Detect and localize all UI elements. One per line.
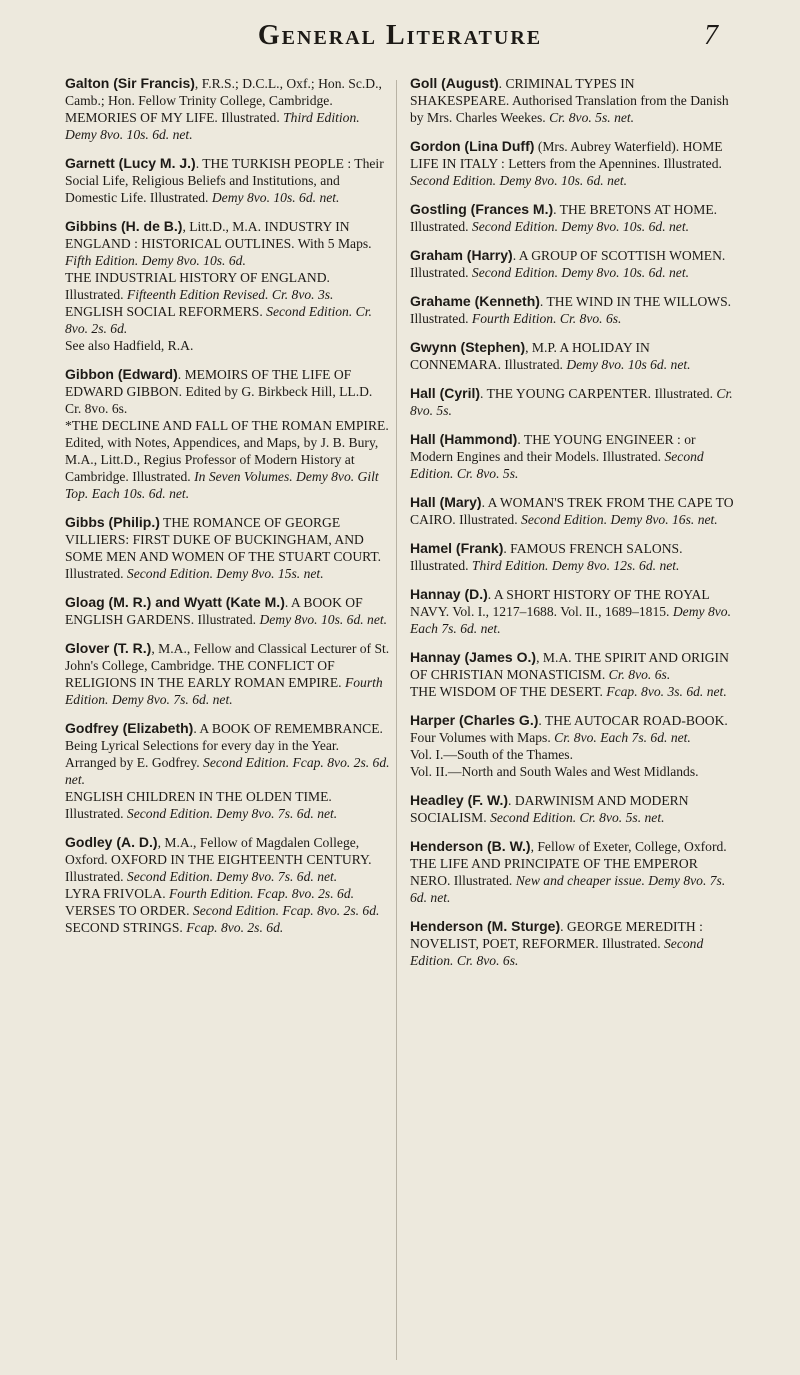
title-text: , M.P. A HOLIDAY IN CONNEMARA. Illustrated.	[410, 340, 650, 372]
title-text: . THE AUTOCAR ROAD-BOOK. Four Volumes with Maps.	[410, 713, 728, 745]
entry-sub-item	[65, 919, 390, 936]
title-text: . MEMOIRS OF THE LIFE OF EDWARD GIBBON. Edited by G. Birkbeck Hill, LL.D. Cr. 8vo. 6s.	[65, 367, 373, 416]
entry-text	[410, 540, 735, 574]
sub-edition-info: Second Edition. Fcap. 8vo. 2s. 6d.	[192, 903, 380, 918]
entry-text	[65, 640, 390, 708]
entry-text	[65, 720, 390, 788]
author-name: Henderson (B. W.)	[410, 838, 531, 854]
entry-text	[410, 586, 735, 637]
edition-info: Second Edition. Demy 8vo. 10s. 6d. net.	[471, 219, 689, 234]
edition-info: Second Edition. Demy 8vo. 10s. 6d. net.	[410, 173, 628, 188]
sub-title-text: THE INDUSTRIAL HISTORY OF ENGLAND. Illustrated.	[65, 270, 330, 302]
author-name: Headley (F. W.)	[410, 792, 509, 808]
bibliography-entry	[410, 838, 735, 906]
sub-title-text: LYRA FRIVOLA.	[65, 886, 169, 901]
sub-title-text: VERSES TO ORDER.	[65, 903, 193, 918]
title-text: . THE YOUNG ENGINEER : or Modern Engines and their Models. Illustrated.	[410, 432, 696, 464]
title-text: . A GROUP OF SCOTTISH WOMEN. Illustrated.	[410, 248, 726, 280]
edition-info: Cr. 8vo. 5s. net.	[549, 110, 635, 125]
sub-edition-info: In Seven Volumes. Demy 8vo. Gilt Top. Each 10s. 6d. net.	[65, 469, 379, 501]
title-text: . THE YOUNG CARPENTER. Illustrated.	[480, 386, 717, 401]
entry-text	[65, 594, 390, 628]
author-name: Gloag (M. R.) and Wyatt (Kate M.)	[65, 594, 285, 610]
author-name: Glover (T. R.)	[65, 640, 152, 656]
author-name: Garnett (Lucy M. J.)	[65, 155, 196, 171]
entry-sub-item	[65, 417, 390, 502]
entry-text	[410, 431, 735, 482]
running-title: General Literature	[257, 20, 543, 51]
title-text: THE ROMANCE OF GEORGE VILLIERS: FIRST DUKE OF BUCKINGHAM, AND SOME MEN AND WOMEN OF THE STUART COURT. Illustrated.	[65, 515, 382, 581]
author-name: Harper (Charles G.)	[410, 712, 539, 728]
bibliography-entry	[410, 138, 735, 189]
edition-info: Second Edition. Fcap. 8vo. 2s. 6d. net.	[65, 755, 390, 787]
edition-info: Cr. 8vo. Each 7s. 6d. net.	[554, 730, 691, 745]
title-text: , Fellow of Exeter, College, Oxford. THE LIFE AND PRINCIPATE OF THE EMPEROR NERO. Illustrated.	[410, 839, 727, 888]
entry-text	[65, 75, 390, 143]
author-name: Gibbon (Edward)	[65, 366, 178, 382]
entry-text	[410, 201, 735, 235]
sub-title-text: ENGLISH SOCIAL REFORMERS.	[65, 304, 267, 319]
author-name: Gibbs (Philip.)	[65, 514, 160, 530]
edition-info: Fifth Edition. Demy 8vo. 10s. 6d.	[65, 253, 246, 268]
author-name: Hamel (Frank)	[410, 540, 504, 556]
author-name: Henderson (M. Sturge)	[410, 918, 561, 934]
author-name: Goll (August)	[410, 75, 499, 91]
bibliography-entry	[65, 514, 390, 582]
edition-info: Second Edition. Demy 8vo. 10s. 6d. net.	[471, 265, 689, 280]
entry-text	[410, 792, 735, 826]
bibliography-entry	[410, 385, 735, 419]
sub-title-text: Vol. II.—North and South Wales and West Midlands.	[410, 764, 699, 779]
title-text: . GEORGE MEREDITH : NOVELIST, POET, REFORMER. Illustrated.	[410, 919, 703, 951]
author-name: Gordon (Lina Duff)	[410, 138, 535, 154]
bibliography-entry	[65, 640, 390, 708]
entry-text	[410, 649, 735, 683]
bibliography-entry	[410, 75, 735, 126]
right-column	[410, 75, 735, 981]
entry-text	[410, 494, 735, 528]
title-text: , M.A. THE SPIRIT AND ORIGIN OF CHRISTIAN MONASTICISM.	[410, 650, 729, 682]
bibliography-entry	[410, 201, 735, 235]
edition-info: Second Edition. Cr. 8vo. 5s.	[410, 449, 704, 481]
title-text: . THE BRETONS AT HOME. Illustrated.	[410, 202, 718, 234]
entry-text	[65, 155, 390, 206]
edition-info: Demy 8vo. 10s 6d. net.	[566, 357, 691, 372]
bibliography-entry	[410, 918, 735, 969]
edition-info: Second Edition. Demy 8vo. 7s. 6d. net.	[126, 869, 338, 884]
entry-sub-item	[410, 746, 735, 763]
edition-info: Fourth Edition. Demy 8vo. 7s. 6d. net.	[65, 675, 383, 707]
entry-text	[410, 385, 735, 419]
edition-info: Cr. 8vo. 5s.	[410, 386, 733, 418]
entry-text	[410, 75, 735, 126]
sub-edition-info: Second Edition. Demy 8vo. 7s. 6d. net.	[126, 806, 338, 821]
entry-text	[410, 247, 735, 281]
entry-sub-item	[65, 902, 390, 919]
title-text: . A SHORT HISTORY OF THE ROYAL NAVY. Vol. I., 1217–1688. Vol. II., 1689–1815.	[410, 587, 710, 619]
edition-info: Second Edition. Demy 8vo. 15s. net.	[126, 566, 324, 581]
title-text: . CRIMINAL TYPES IN SHAKESPEARE. Authorised Translation from the Danish by Mrs. Charles Weekes.	[410, 76, 729, 125]
author-name: Godfrey (Elizabeth)	[65, 720, 194, 736]
sub-edition-info: Second Edition. Cr. 8vo. 2s. 6d.	[65, 304, 372, 336]
entry-sub-item	[410, 683, 735, 700]
edition-info: Second Edition. Demy 8vo. 16s. net.	[521, 512, 718, 527]
author-name: Graham (Harry)	[410, 247, 513, 263]
entry-sub-item	[65, 337, 390, 354]
entry-text	[65, 366, 390, 417]
edition-info: Second Edition. Cr. 8vo. 6s.	[410, 936, 704, 968]
edition-info: Demy 8vo. 10s. 6d. net.	[211, 190, 340, 205]
bibliography-entry	[410, 649, 735, 700]
edition-info: Third Edition. Demy 8vo. 10s. 6d. net.	[65, 110, 360, 142]
left-column	[65, 75, 390, 948]
bibliography-entry	[65, 218, 390, 354]
sub-edition-info: Fifteenth Edition Revised. Cr. 8vo. 3s.	[126, 287, 334, 302]
entry-sub-item	[65, 269, 390, 303]
entry-sub-item	[65, 885, 390, 902]
edition-info: Second Edition. Cr. 8vo. 5s. net.	[490, 810, 665, 825]
entry-sub-item	[65, 303, 390, 337]
edition-info: New and cheaper issue. Demy 8vo. 7s. 6d. net.	[410, 873, 726, 905]
entry-text	[410, 293, 735, 327]
bibliography-entry	[65, 720, 390, 822]
sub-title-text: THE WISDOM OF THE DESERT.	[410, 684, 607, 699]
bibliography-entry	[65, 155, 390, 206]
title-text: . A WOMAN'S TREK FROM THE CAPE TO CAIRO. Illustrated.	[410, 495, 734, 527]
entry-text	[410, 712, 735, 746]
edition-info: Cr. 8vo. 6s.	[608, 667, 671, 682]
bibliography-entry	[65, 594, 390, 628]
sub-title-text: *THE DECLINE AND FALL OF THE ROMAN EMPIRE. Edited, with Notes, Appendices, and Maps, by J. B. Bury, M.A., Litt.D., Regius Professor of Modern History at Cambridge. Illustrated.	[65, 418, 389, 484]
bibliography-entry	[410, 712, 735, 780]
sub-edition-info: Fourth Edition. Fcap. 8vo. 2s. 6d.	[169, 886, 355, 901]
title-text: , F.R.S.; D.C.L., Oxf.; Hon. Sc.D., Camb.; Hon. Fellow Trinity College, Cambridge. MEMORIES OF MY LIFE. Illustrated.	[65, 76, 382, 125]
edition-info: Demy 8vo. Each 7s. 6d. net.	[410, 604, 731, 636]
title-text: . THE TURKISH PEOPLE : Their Social Life, Religious Beliefs and Institutions, and Domestic Life. Illustrated.	[65, 156, 384, 205]
bibliography-entry	[410, 339, 735, 373]
bibliography-entry	[65, 366, 390, 502]
author-name: Gostling (Frances M.)	[410, 201, 554, 217]
title-text: (Mrs. Aubrey Waterfield). HOME LIFE IN ITALY : Letters from the Apennines. Illustrated.	[410, 139, 723, 171]
title-text: . A BOOK OF REMEMBRANCE. Being Lyrical Selections for every day in the Year. Arranged by E. Godfrey.	[65, 721, 383, 770]
bibliography-entry	[410, 540, 735, 574]
sub-title-text: ENGLISH CHILDREN IN THE OLDEN TIME. Illustrated.	[65, 789, 332, 821]
bibliography-entry	[410, 792, 735, 826]
entry-text	[65, 218, 390, 269]
bibliography-entry	[410, 586, 735, 637]
author-name: Hall (Mary)	[410, 494, 482, 510]
author-name: Grahame (Kenneth)	[410, 293, 540, 309]
edition-info: Demy 8vo. 10s. 6d. net.	[259, 612, 388, 627]
author-name: Galton (Sir Francis)	[65, 75, 195, 91]
author-name: Godley (A. D.)	[65, 834, 158, 850]
bibliography-entry	[410, 247, 735, 281]
author-name: Hall (Cyril)	[410, 385, 481, 401]
sub-title-text: See also Hadfield, R.A.	[65, 338, 194, 353]
bibliography-entry	[410, 293, 735, 327]
entry-text	[410, 918, 735, 969]
author-name: Hall (Hammond)	[410, 431, 518, 447]
entry-text	[65, 514, 390, 582]
entry-sub-item	[410, 763, 735, 780]
author-name: Gwynn (Stephen)	[410, 339, 526, 355]
title-text: , M.A., Fellow and Classical Lecturer of St. John's College, Cambridge. THE CONFLICT OF RELIGIONS IN THE EARLY ROMAN EMPIRE.	[65, 641, 390, 690]
title-text: . FAMOUS FRENCH SALONS. Illustrated.	[410, 541, 683, 573]
entry-text	[410, 138, 735, 189]
title-text: . THE WIND IN THE WILLOWS. Illustrated.	[410, 294, 732, 326]
bibliography-entry	[65, 834, 390, 936]
entry-text	[65, 834, 390, 885]
sub-title-text: Vol. I.—South of the Thames.	[410, 747, 573, 762]
sub-edition-info: Fcap. 8vo. 2s. 6d.	[186, 920, 284, 935]
page-number: 7	[704, 20, 718, 51]
title-text: . A BOOK OF ENGLISH GARDENS. Illustrated.	[65, 595, 363, 627]
bibliography-entry	[410, 494, 735, 528]
sub-title-text: SECOND STRINGS.	[65, 920, 187, 935]
author-name: Gibbins (H. de B.)	[65, 218, 183, 234]
entry-text	[410, 838, 735, 906]
bibliography-entry	[65, 75, 390, 143]
entry-text	[410, 339, 735, 373]
edition-info: Third Edition. Demy 8vo. 12s. 6d. net.	[471, 558, 680, 573]
edition-info: Fourth Edition. Cr. 8vo. 6s.	[471, 311, 622, 326]
title-text: , Litt.D., M.A. INDUSTRY IN ENGLAND : HISTORICAL OUTLINES. With 5 Maps.	[65, 219, 372, 251]
title-text: . DARWINISM AND MODERN SOCIALISM.	[410, 793, 689, 825]
entry-sub-item	[65, 788, 390, 822]
title-text: , M.A., Fellow of Magdalen College, Oxford. OXFORD IN THE EIGHTEENTH CENTURY. Illustrated.	[65, 835, 372, 884]
bibliography-entry	[410, 431, 735, 482]
page-header	[0, 20, 800, 60]
author-name: Hannay (James O.)	[410, 649, 537, 665]
author-name: Hannay (D.)	[410, 586, 488, 602]
sub-edition-info: Fcap. 8vo. 3s. 6d. net.	[606, 684, 727, 699]
column-divider	[396, 80, 397, 1360]
